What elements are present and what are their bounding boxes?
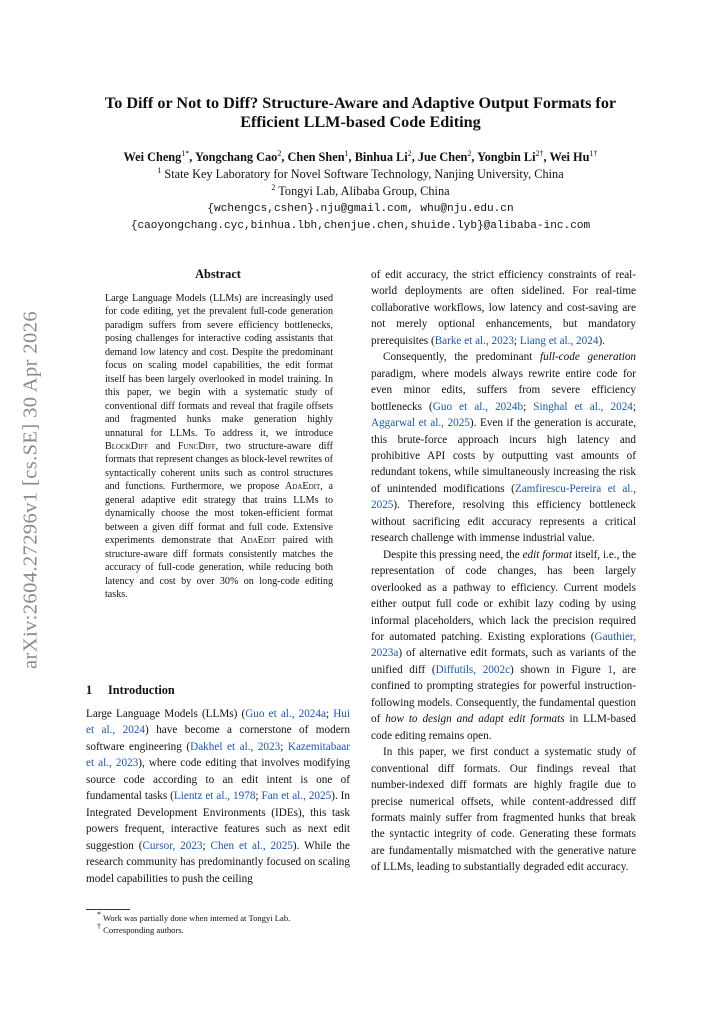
abstract-heading: Abstract xyxy=(195,267,241,281)
footnote-text: Work was partially done when interned at Tongyi Lab. xyxy=(103,913,291,923)
title-line-1: To Diff or Not to Diff? Structure-Aware and Adaptive Output Formats for xyxy=(104,94,617,112)
author-list: Wei Cheng$^{1*}$, Yongchang Cao$^2$, Chen Shen$^1$, Binhua Li$^2$, Jue Chen$^2$, Yongbin $Li^{2\dagger}$, Wei $Hu^{1\dagger}$ xyxy=(123,148,598,164)
arxiv-identifier: arXiv:2604.27296v1 [cs.SE] 30 Apr 2026 xyxy=(19,311,42,669)
citation-link[interactable]: Barke et al., 2023 xyxy=(434,334,514,347)
body-text: ). Therefore, resolving this efficiency bottleneck without sacrificing edit accuracy represents a critical research challenge with immense industrial value. xyxy=(371,499,636,545)
method-name: FuncDiff xyxy=(177,440,216,452)
body-text: ; xyxy=(280,740,288,753)
paper-title xyxy=(60,94,661,132)
method-name: AdaEdit xyxy=(240,535,276,547)
body-text: ). While the research community has predominantly focused on scaling model capabilities to push the ceiling xyxy=(86,839,350,885)
affiliation-1 xyxy=(60,167,661,182)
citation-link[interactable]: Zamfirescu-Pereira et al., 2025 xyxy=(371,482,636,512)
abstract-text: Large Language Models (LLMs) are increasingly used for code editing, yet the prevalent full-code generation paradigm suffers from severe efficiency bottlenecks, posing challenges for interactive coding assistants that demand low latency and cost. Despite the predominant focus on scaling model capabilities, the edit format itself has been largely overlooked in model training. In this paper, we begin with a systematic study of conventional diff formats and reveal that fragile offsets and fragmented hunks make generation highly unnatural for LLMs. To address it, we introduce xyxy=(105,293,333,439)
citation-link[interactable]: Aggarwal et al., 2025 xyxy=(371,417,470,430)
citation-link[interactable]: Diffutils, 2002c xyxy=(435,663,511,676)
body-text: ) of alternative edit formats, such as variants of the unified diff ( xyxy=(371,647,636,676)
author: Yongchang Cao xyxy=(194,150,278,164)
body-text: ). Even if the generation is accurate, this brute-force approach incurs high latency and prohibitive API costs by outputting vast amounts of redundant tokens, while simultaneously increasing the risk of unintended modifications ( xyxy=(371,417,636,495)
footnote-rule xyxy=(86,909,130,910)
citation-link[interactable]: Liang et al., 2024 xyxy=(519,334,599,347)
abstract-text: , a general adaptive edit strategy that trains LLMs to dynamically choose the most token-efficient format between a given diff format and full code. Extensive experiments demonstrate that xyxy=(105,481,334,547)
citation-link[interactable]: Kazemitabaar et al., 2023 xyxy=(86,740,350,770)
author-mark: 2 xyxy=(277,148,282,158)
footnote-mark: † xyxy=(97,922,101,932)
body-text: ). xyxy=(598,334,605,347)
citation-link[interactable]: Chen et al., 2025 xyxy=(210,839,293,852)
author-mark: 1† xyxy=(589,148,598,158)
emphasis: full-code generation xyxy=(540,351,637,364)
body-text: ; xyxy=(632,400,636,413)
author-mark: 2 xyxy=(467,148,472,158)
body-text: ; xyxy=(523,400,534,413)
author-mark: 1* xyxy=(181,148,190,158)
arxiv-sidebar xyxy=(6,290,56,690)
author: Yongbin Li xyxy=(477,150,536,164)
footnote-1 xyxy=(97,910,291,924)
citation-link[interactable]: Singhal et al., 2024 xyxy=(533,400,633,413)
figure-link[interactable]: 1 xyxy=(607,663,613,676)
body-text: ) shown in Figure xyxy=(510,663,608,676)
body-text: ; xyxy=(325,708,334,720)
affiliation-mark: 1 xyxy=(157,165,162,175)
abstract-text: paired with structure-aware diff formats consistently matches the accuracy of full-code generation, while reducing both latency and cost by over 30% on long-code editing tasks. xyxy=(105,535,333,600)
emphasis: how to design and adapt edit formats xyxy=(385,713,565,726)
body-text: paradigm, where models always rewrite entire code for even minor edits, suffers from severe efficiency bottlenecks ( xyxy=(371,367,636,413)
citation-link[interactable]: Fan et al., 2025 xyxy=(261,790,332,803)
body-text: of edit accuracy, the strict efficiency constraints of real-world deployments are often sidelined. For real-time collaborative workflows, low latency and cost-saving are not merely optional enhancements, but mandatory prerequisites ( xyxy=(371,269,636,347)
footnote-mark: * xyxy=(97,910,101,920)
citation-link[interactable]: Hui et al., 2024 xyxy=(86,708,350,737)
intro-paragraph xyxy=(86,706,350,887)
citation-link[interactable]: Cursor, 2023 xyxy=(142,839,203,852)
body-text: , are confined to prompting strategies for powerful instruction-following models. Consequently, the fundamental question of xyxy=(371,663,636,726)
citation-link[interactable]: Guo et al., 2024b xyxy=(432,400,524,413)
section-title: Introduction xyxy=(108,683,175,697)
citation-link[interactable]: Gauthier, 2023a xyxy=(371,630,636,660)
body-text: ; xyxy=(202,839,211,852)
body-text: Despite this pressing need, the xyxy=(383,548,523,561)
author-mark: 2 xyxy=(407,148,412,158)
body-text: ), where code editing that involves modifying source code according to an edit intent is one of fundamental tasks ( xyxy=(86,757,350,803)
citation-link[interactable]: Lientz et al., 1978 xyxy=(173,790,256,803)
method-name: AdaEdit xyxy=(285,481,321,493)
right-column xyxy=(371,267,636,876)
paragraph xyxy=(371,349,636,546)
paragraph xyxy=(371,547,636,744)
abstract-body xyxy=(105,292,333,601)
body-text: ). In Integrated Development Environments (IDEs), this task powers frequent, interactive features such as next edit suggestion ( xyxy=(86,790,351,852)
author: Wei Hu xyxy=(549,150,590,164)
email-line-2: {caoyongchang.cyc,binhua.lbh,chenjue.chen,shuide.lyb}@alibaba-inc.com xyxy=(130,220,591,232)
author-mark: 1 xyxy=(344,148,349,158)
title-line-2: Efficient LLM-based Code Editing xyxy=(240,113,481,131)
body-text: ; xyxy=(255,790,262,803)
body-text: Consequently, the predominant xyxy=(383,351,541,364)
body-text: ) have become a cornerstone of modern software engineering ( xyxy=(86,724,350,753)
abstract-text: , two structure-aware diff formats that represent changes as block-level rewrites of syntactically coherent units such as control structures and functions. Furthermore, we propose xyxy=(105,440,333,493)
footnote-text: Corresponding authors. xyxy=(103,925,184,935)
section-heading xyxy=(86,683,175,698)
body-text: itself, i.e., the representation of code changes, has been largely overlooked as a pathway to efficiency. Current models either output full code or exhibit lazy coding by using informal placeholders, which lack the precision required for automated patching. Existing explorations ( xyxy=(371,548,636,643)
author: Binhua Li xyxy=(354,150,408,164)
email-line-1: {wchengcs,cshen}.nju@gmail.com, whu@nju.edu.cn xyxy=(207,203,514,215)
body-text: in LLM-based code editing remains open. xyxy=(371,713,636,742)
body-text: ; xyxy=(513,334,520,347)
citation-link[interactable]: Dakhel et al., 2023 xyxy=(190,740,281,753)
affiliation-text: State Key Laboratory for Novel Software Technology, Nanjing University, China xyxy=(164,167,564,181)
author: Wei Cheng xyxy=(123,150,182,164)
affiliation-2 xyxy=(60,184,661,199)
emphasis: edit format xyxy=(522,548,573,561)
author-mark: 2† xyxy=(535,148,544,158)
author: Chen Shen xyxy=(287,150,345,164)
paragraph: In this paper, we first conduct a systematic study of conventional diff formats. Our findings reveal that number-indexed diff formats are highly fragile due to precise numerical offsets, while content-addressed diff formats mainly suffer from fragmented hunks that break the syntactic integrity of code. Generating these formats are fundamentally mismatched with the generative nature of LLMs, leading to substantially degraded edit accuracy. xyxy=(371,746,636,874)
author: Jue Chen xyxy=(417,150,468,164)
abstract-text: and xyxy=(148,440,178,452)
citation-link[interactable]: Guo et al., 2024a xyxy=(245,708,326,720)
footnote-2 xyxy=(97,922,184,936)
method-name: BlockDiff xyxy=(105,440,149,452)
body-text: Large Language Models (LLMs) ( xyxy=(86,708,246,720)
paragraph xyxy=(371,267,636,349)
section-number: 1 xyxy=(86,683,93,697)
affiliation-text: Tongyi Lab, Alibaba Group, China xyxy=(278,184,450,198)
affiliation-mark: 2 xyxy=(271,182,276,192)
